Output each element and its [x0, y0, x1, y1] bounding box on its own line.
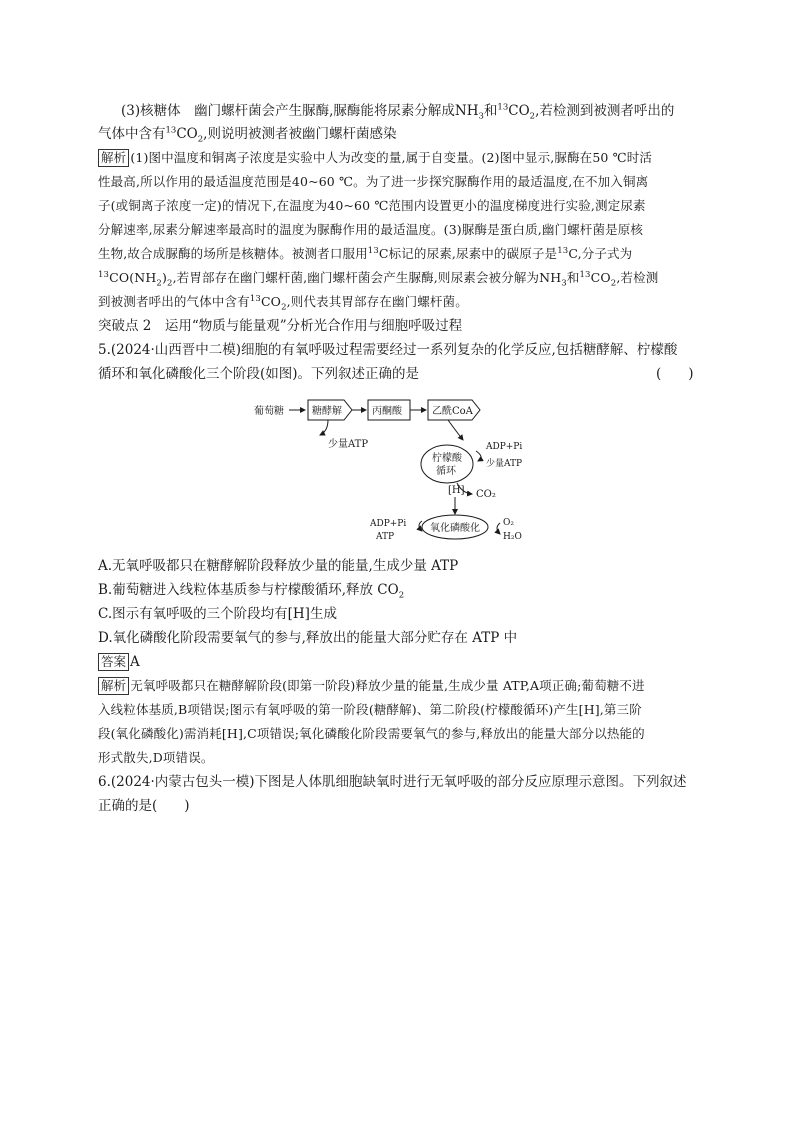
q5-stem-line-2: 循环和氧化磷酸化三个阶段(如图)。下列叙述正确的是	[98, 366, 420, 382]
analysis-1-line-1: 解析 (1)图中温度和铜离子浓度是实验中人为改变的量,属于自变量。(2)图中显示,脲酶在50 ℃时活	[98, 148, 652, 168]
glucose-label: 葡萄糖	[254, 406, 284, 417]
analysis-1-line-6: $^{13}CO(NH_2)_2$,若胃部存在幽门螺杆菌,幽门螺杆菌会产生脲酶,则尿素会被分解为$NH_3$和$^{13}CO_2$,若检测	[98, 269, 659, 289]
citrate-cycle-label-2: 循环	[436, 466, 456, 477]
analysis-2-line-4: 形式散失,D项错误。	[98, 750, 214, 765]
analysis-1-line-5: 生物,故合成脲酶的场所是核糖体。被测者口服用$^{13}$C标记的尿素,尿素中的碳原子是$^{13}$C,分子式为	[98, 245, 633, 261]
h-label: [H]	[448, 485, 465, 496]
arrow-o2-h2o	[497, 523, 500, 534]
analysis-1-line-4: 分解速率,尿素分解速率最高时的温度为脲酶作用的最适温度。(3)脲酶是蛋白质,幽门螺杆菌是原核	[98, 222, 644, 237]
q5-option-b: B.葡萄糖进入线粒体基质参与柠檬酸循环,释放 $CO_2$	[98, 582, 405, 601]
q5-option-c: C.图示有氧呼吸的三个阶段均有[H]生成	[98, 606, 337, 622]
analysis-tag: 解析	[98, 149, 129, 167]
q6-stem-line-1: 6.(2024·内蒙古包头一模)下图是人体肌细胞缺氧时进行无氧呼吸的部分反应原理示意图。下列叙述	[98, 774, 687, 790]
intro-line-1: (3)核糖体 幽门螺杆菌会产生脲酶,脲酶能将尿素分解成$NH_3$和$^{13}CO_2$,若检测到被测者呼出的	[121, 102, 675, 122]
adp-pi-2-label: ADP+Pi	[370, 519, 407, 529]
q6-stem-line-2: 正确的是( )	[98, 798, 190, 814]
arrow-citrate-atp	[476, 451, 481, 461]
glycolysis-label: 糖酵解	[312, 406, 342, 417]
pyruvate-label: 丙酮酸	[372, 406, 402, 417]
analysis-1-line-2: 性最高,所以作用的最适温度范围是40~60 ℃。为了进一步探究脲酶作用的最适温度,在不加入铜离	[98, 174, 649, 189]
q5-answer-paren: ( )	[656, 366, 694, 382]
intro-line-2: 气体中含有$^{13}CO_2$,则说明被测者被幽门螺杆菌感染	[98, 125, 397, 145]
aerobic-respiration-diagram	[250, 387, 550, 547]
citrate-cycle-ellipse	[421, 445, 473, 483]
acetyl-coa-label: 乙酰CoA	[432, 406, 473, 417]
atp-small-2-label: 少量ATP	[486, 459, 523, 469]
q5-option-d: D.氧化磷酸化阶段需要氧气的参与,释放出的能量大部分贮存在 ATP 中	[98, 630, 518, 646]
citrate-cycle-label-1: 柠檬酸	[432, 453, 462, 464]
arrow-atp-small-1	[320, 420, 328, 435]
h2o-label: H₂O	[503, 532, 522, 542]
analysis-2-line-2: 入线粒体基质,B项错误;图示有氧呼吸的第一阶段(糖酵解)、第二阶段(柠檬酸循环)产生[H],第三阶	[98, 702, 642, 717]
q5-stem-line-1: 5.(2024·山西晋中二模)细胞的有氧呼吸过程需要经过一系列复杂的化学反应,包括糖酵解、柠檬酸	[98, 342, 678, 358]
atp-label: ATP	[376, 532, 395, 542]
q5-answer: 答案 A	[98, 652, 140, 672]
answer-tag: 答案	[98, 653, 129, 671]
analysis-1-line-7: 到被测者呼出的气体中含有$^{13}CO_2$,则代表其胃部存在幽门螺杆菌。	[98, 293, 468, 313]
arrow-oxphos-atp	[419, 521, 422, 531]
co2-label: CO₂	[476, 489, 496, 500]
analysis-2-line-1: 解析 无氧呼吸都只在糖酵解阶段(即第一阶段)释放少量的能量,生成少量 ATP,A项正确;葡萄糖不进	[98, 676, 645, 696]
analysis-tag: 解析	[98, 677, 129, 695]
arrow-acetylcoa-citrate	[448, 420, 463, 440]
oxphos-label: 氧化磷酸化	[430, 523, 480, 534]
adp-pi-1-label: ADP+Pi	[486, 442, 523, 452]
section-heading: 突破点 2 运用“物质与能量观”分析光合作用与细胞呼吸过程	[98, 318, 463, 334]
analysis-2-line-3: 段(氧化磷酸化)需消耗[H],C项错误;氧化磷酸化阶段需要氧气的参与,释放出的能量大部分以热能的	[98, 726, 645, 741]
q5-option-a: A.无氧呼吸都只在糖酵解阶段释放少量的能量,生成少量 ATP	[98, 558, 459, 574]
analysis-1-line-3: 子(或铜离子浓度一定)的情况下,在温度为40~60 ℃范围内设置更小的温度梯度进行实验,测定尿素	[98, 198, 646, 213]
atp-small-1-label: 少量ATP	[328, 439, 369, 450]
o2-label: O₂	[503, 518, 514, 528]
